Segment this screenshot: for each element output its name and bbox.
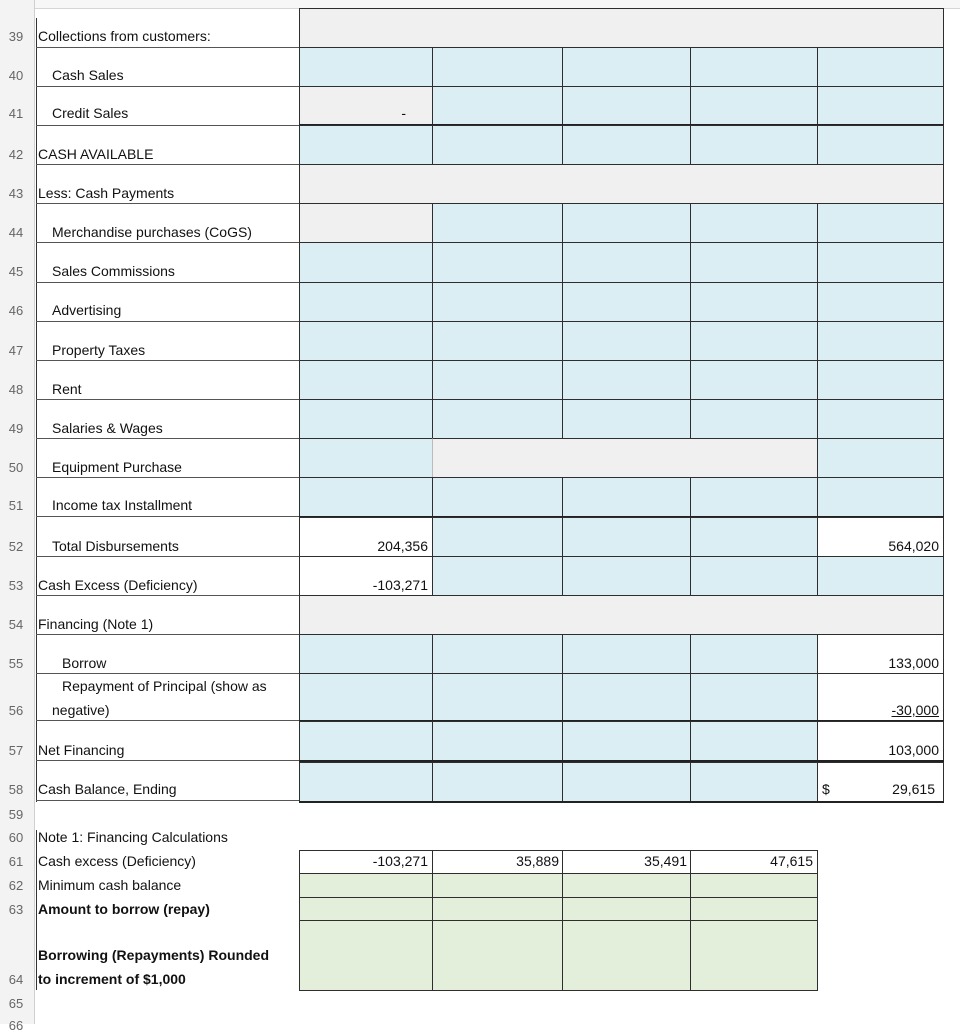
- credit-sales-cell[interactable]: [432, 86, 563, 126]
- amount-to-borrow-cell[interactable]: [432, 897, 563, 921]
- row-number[interactable]: 54: [8, 617, 24, 632]
- label-advertising: Advertising: [52, 302, 122, 318]
- label-equipment-purchase: Equipment Purchase: [52, 459, 182, 475]
- cash-sales-cell[interactable]: [432, 47, 563, 87]
- cash-sales-cell[interactable]: [817, 47, 944, 87]
- sales-commissions-cell[interactable]: [817, 242, 944, 283]
- borrowing-rounded-cell[interactable]: [299, 920, 433, 991]
- row-number[interactable]: 46: [8, 303, 24, 318]
- label-net-financing: Net Financing: [38, 742, 125, 758]
- salaries-cell[interactable]: [432, 399, 563, 439]
- min-cash-balance-cell[interactable]: [562, 873, 691, 898]
- min-cash-balance-cell[interactable]: [299, 873, 433, 898]
- label-cash-sales: Cash Sales: [52, 67, 124, 83]
- note-cash-excess-value: 47,615: [770, 853, 813, 869]
- label-rent: Rent: [52, 381, 82, 397]
- row-border: [36, 556, 300, 557]
- row-number[interactable]: 57: [8, 743, 24, 758]
- salaries-cell[interactable]: [817, 399, 944, 439]
- row-border: [36, 86, 300, 87]
- equipment-cell[interactable]: [299, 438, 433, 478]
- cash-sales-cell[interactable]: [690, 47, 818, 87]
- min-cash-balance-cell[interactable]: [690, 873, 818, 898]
- borrowing-rounded-cell[interactable]: [562, 920, 691, 991]
- repayment-cell[interactable]: [299, 673, 433, 721]
- row-number[interactable]: 66: [8, 1018, 24, 1033]
- repayment-cell[interactable]: [562, 673, 691, 721]
- repayment-cell[interactable]: [690, 673, 818, 721]
- row-border: [36, 477, 300, 478]
- row-border: [36, 321, 300, 322]
- label-property-taxes: Property Taxes: [52, 342, 146, 358]
- property-taxes-cell[interactable]: [817, 321, 944, 361]
- amount-to-borrow-cell[interactable]: [299, 897, 433, 921]
- label-borrow: Borrow: [62, 655, 107, 671]
- credit-sales-cell[interactable]: [817, 86, 944, 126]
- income-tax-cell[interactable]: [562, 477, 691, 517]
- row-number[interactable]: 61: [8, 854, 24, 869]
- row-border: [36, 800, 300, 801]
- label-financing: Financing (Note 1): [38, 616, 154, 632]
- borrow-cell[interactable]: [690, 634, 818, 674]
- row-border: [36, 634, 300, 635]
- sales-commissions-cell[interactable]: [690, 242, 818, 283]
- income-tax-cell[interactable]: [817, 477, 944, 517]
- borrow-cell[interactable]: [562, 634, 691, 674]
- row-number[interactable]: 45: [8, 264, 24, 279]
- repayment-total: -30,000: [891, 702, 939, 718]
- property-taxes-cell[interactable]: [562, 321, 691, 361]
- equipment-gray-cell[interactable]: [432, 438, 818, 478]
- row-number[interactable]: 53: [8, 578, 24, 593]
- label-column-border: [36, 18, 37, 802]
- label-merchandise-purchases: Merchandise purchases (CoGS): [52, 224, 252, 240]
- row-border: [36, 760, 300, 761]
- row-border: [36, 595, 300, 596]
- row-border: [36, 438, 300, 439]
- row-number[interactable]: 50: [8, 460, 24, 475]
- label-cash-available: CASH AVAILABLE: [38, 146, 154, 162]
- row-number[interactable]: 41: [8, 106, 24, 121]
- total-disbursements-cell[interactable]: [690, 517, 818, 557]
- total-disbursements-cell[interactable]: [562, 517, 691, 557]
- row-number[interactable]: 55: [8, 656, 24, 671]
- cash-available-cell[interactable]: [432, 125, 563, 165]
- label-note-cash-excess: Cash excess (Deficiency): [38, 853, 196, 869]
- financing-header-cell[interactable]: [299, 595, 944, 635]
- label-note-1: Note 1: Financing Calculations: [38, 829, 228, 845]
- advertising-cell[interactable]: [299, 282, 433, 322]
- borrow-cell[interactable]: [299, 634, 433, 674]
- label-credit-sales: Credit Sales: [52, 105, 129, 121]
- row-border: [36, 282, 300, 283]
- label-less-cash-payments: Less: Cash Payments: [38, 185, 175, 201]
- merchandise-cell[interactable]: [690, 203, 818, 243]
- borrow-cell[interactable]: [432, 634, 563, 674]
- row-border: [36, 360, 300, 361]
- property-taxes-cell[interactable]: [690, 321, 818, 361]
- label-borrowing-rounded-line1: Borrowing (Repayments) Rounded: [38, 947, 270, 963]
- income-tax-cell[interactable]: [432, 477, 563, 517]
- net-financing-cell[interactable]: [562, 721, 691, 761]
- repayment-cell[interactable]: [432, 673, 563, 721]
- row-number[interactable]: 42: [8, 147, 24, 162]
- salaries-cell[interactable]: [562, 399, 691, 439]
- label-total-disbursements: Total Disbursements: [52, 538, 179, 554]
- net-financing-total: 103,000: [888, 742, 939, 758]
- net-financing-cell[interactable]: [432, 721, 563, 761]
- property-taxes-cell[interactable]: [299, 321, 433, 361]
- net-financing-cell[interactable]: [690, 721, 818, 761]
- sales-commissions-cell[interactable]: [562, 242, 691, 283]
- merchandise-cell[interactable]: [817, 203, 944, 243]
- label-salaries-wages: Salaries & Wages: [52, 420, 163, 436]
- cash-available-cell[interactable]: [690, 125, 818, 165]
- credit-sales-cell[interactable]: [690, 86, 818, 126]
- row-border: [36, 673, 300, 674]
- row-border: [36, 125, 300, 126]
- label-cash-balance-ending: Cash Balance, Ending: [38, 781, 177, 797]
- property-taxes-cell[interactable]: [432, 321, 563, 361]
- amount-to-borrow-cell[interactable]: [690, 897, 818, 921]
- row-border: [36, 164, 300, 165]
- cash-available-cell[interactable]: [817, 125, 944, 165]
- cash-excess-cell[interactable]: [817, 556, 944, 596]
- ending-balance-total: 29,615: [892, 781, 935, 797]
- net-financing-cell[interactable]: [299, 721, 433, 761]
- row-number[interactable]: 44: [8, 225, 24, 240]
- note-cash-excess-value: -103,271: [372, 853, 428, 869]
- label-column-border: [36, 830, 37, 990]
- rent-cell[interactable]: [299, 360, 433, 400]
- cash-excess-cell[interactable]: [562, 556, 691, 596]
- amount-to-borrow-cell[interactable]: [562, 897, 691, 921]
- borrowing-rounded-cell[interactable]: [432, 920, 563, 991]
- note-cash-excess-value: 35,491: [644, 853, 687, 869]
- row-border: [36, 47, 300, 48]
- row-number[interactable]: 60: [8, 830, 24, 845]
- row-number[interactable]: 48: [8, 382, 24, 397]
- rent-cell[interactable]: [562, 360, 691, 400]
- row-border: [36, 516, 300, 517]
- label-amount-to-borrow: Amount to borrow (repay): [38, 901, 210, 917]
- row-number[interactable]: 49: [8, 421, 24, 436]
- total-disbursements-cell[interactable]: [432, 517, 563, 557]
- row-number[interactable]: 59: [8, 807, 24, 822]
- row-border: [36, 399, 300, 400]
- row-border: [36, 720, 300, 721]
- row-border: [36, 203, 300, 204]
- rent-cell[interactable]: [690, 360, 818, 400]
- ending-balance-cell[interactable]: [690, 762, 818, 802]
- merchandise-cell[interactable]: [432, 203, 563, 243]
- cash-sales-cell[interactable]: [299, 47, 433, 87]
- advertising-cell[interactable]: [432, 282, 563, 322]
- label-repayment-line2: negative): [52, 702, 110, 718]
- row-number[interactable]: 63: [8, 902, 24, 917]
- label-cash-excess: Cash Excess (Deficiency): [38, 577, 198, 593]
- note-cash-excess-value: 35,889: [516, 853, 559, 869]
- cash-excess-cell[interactable]: [432, 556, 563, 596]
- income-tax-cell[interactable]: [299, 477, 433, 517]
- sales-commissions-cell[interactable]: [432, 242, 563, 283]
- row-number[interactable]: 65: [8, 996, 24, 1011]
- advertising-cell[interactable]: [817, 282, 944, 322]
- cash-sales-cell[interactable]: [562, 47, 691, 87]
- row-number[interactable]: 40: [8, 68, 24, 83]
- rent-cell[interactable]: [817, 360, 944, 400]
- borrowing-rounded-cell[interactable]: [690, 920, 818, 991]
- sales-commissions-cell[interactable]: [299, 242, 433, 283]
- row-number[interactable]: 51: [8, 498, 24, 513]
- cash-available-cell[interactable]: [299, 125, 433, 165]
- total-disbursements-total: 564,020: [888, 538, 939, 554]
- credit-sales-dash: -: [401, 105, 406, 121]
- advertising-cell[interactable]: [562, 282, 691, 322]
- total-disbursements-value: 204,356: [377, 538, 428, 554]
- min-cash-balance-cell[interactable]: [432, 873, 563, 898]
- ending-balance-cell[interactable]: [562, 762, 691, 802]
- borrow-total: 133,000: [888, 655, 939, 671]
- ending-balance-cell[interactable]: [299, 762, 433, 802]
- merchandise-cell[interactable]: [562, 203, 691, 243]
- equipment-cell[interactable]: [817, 438, 944, 478]
- row-number[interactable]: 39: [8, 29, 24, 44]
- income-tax-cell[interactable]: [690, 477, 818, 517]
- row-number[interactable]: 52: [8, 539, 24, 554]
- merchandise-cell[interactable]: [299, 203, 433, 243]
- label-income-tax: Income tax Installment: [52, 497, 193, 513]
- collections-header-cell[interactable]: [299, 8, 944, 48]
- row-number[interactable]: 64: [8, 972, 24, 987]
- label-sales-commissions: Sales Commissions: [52, 263, 175, 279]
- credit-sales-cell[interactable]: [562, 86, 691, 126]
- ending-balance-cell[interactable]: [432, 762, 563, 802]
- row-number[interactable]: 62: [8, 878, 24, 893]
- label-repayment-line1: Repayment of Principal (show as: [62, 678, 267, 694]
- row-border: [36, 242, 300, 243]
- ending-balance-currency: $: [822, 781, 830, 797]
- row-number[interactable]: 43: [8, 186, 24, 201]
- salaries-cell[interactable]: [299, 399, 433, 439]
- label-collections: Collections from customers:: [38, 28, 211, 44]
- advertising-cell[interactable]: [690, 282, 818, 322]
- cash-excess-value: -103,271: [372, 577, 428, 593]
- ending-bottom-border: [299, 801, 944, 803]
- cash-available-cell[interactable]: [562, 125, 691, 165]
- label-borrowing-rounded-line2: to increment of $1,000: [38, 971, 186, 987]
- salaries-cell[interactable]: [690, 399, 818, 439]
- row-number[interactable]: 47: [8, 343, 24, 358]
- row-number[interactable]: 56: [8, 703, 24, 718]
- label-minimum-cash-balance: Minimum cash balance: [38, 877, 182, 893]
- row-number[interactable]: 58: [8, 782, 24, 797]
- rent-cell[interactable]: [432, 360, 563, 400]
- cash-excess-cell[interactable]: [690, 556, 818, 596]
- cash-payments-header-cell[interactable]: [299, 164, 944, 204]
